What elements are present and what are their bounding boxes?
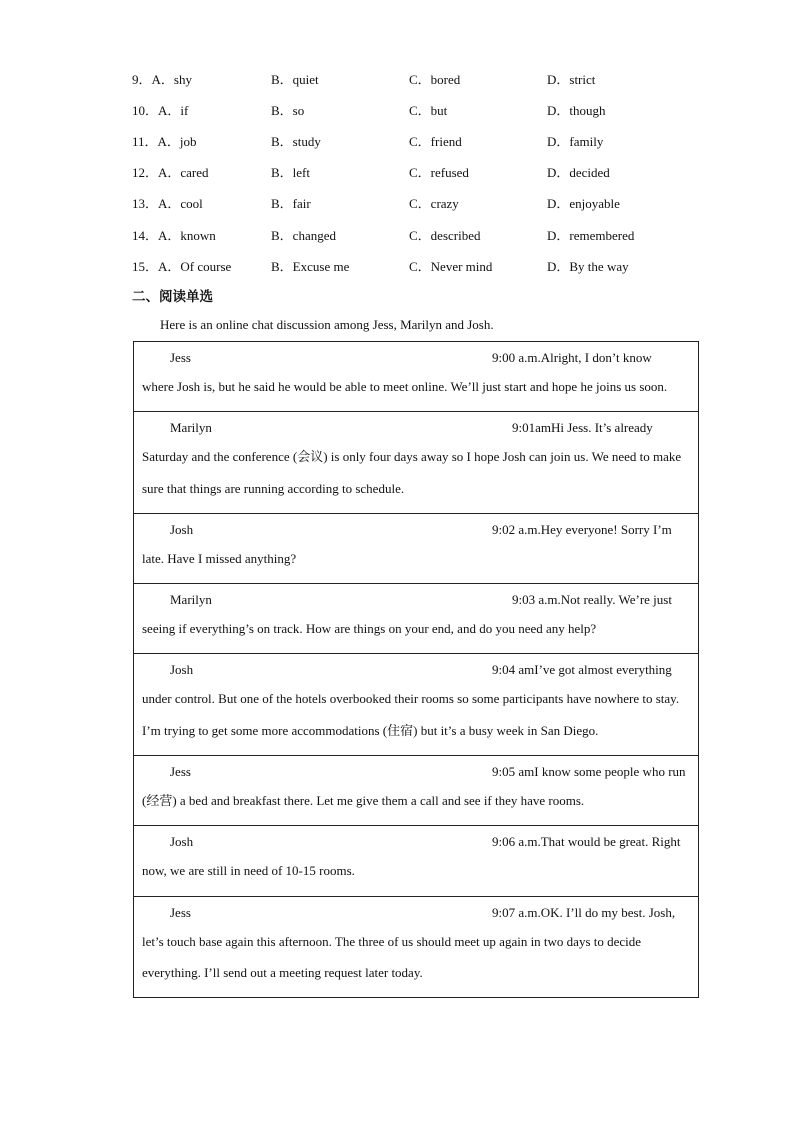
option-d: D．enjoyable <box>547 196 620 211</box>
option-c: C．friend <box>409 134 462 149</box>
question-number: 12．A． <box>132 165 181 180</box>
option-d: D．family <box>547 134 604 149</box>
message-text: (经营) a bed and breakfast there. Let me give them a call and see if they have rooms. <box>142 793 585 809</box>
message-text: Saturday and the conference (会议) is only four days away so I hope Josh can join us. We need to make sure that things are running according to schedule. <box>142 449 682 496</box>
option-b: B．so <box>271 103 305 118</box>
question-number: 13．A． <box>132 196 181 211</box>
option-d: D．By the way <box>547 259 629 274</box>
option-row <box>0 162 794 182</box>
intro-text: Here is an online chat discussion among Jess, Marilyn and Josh. <box>160 317 494 332</box>
option-a <box>132 131 197 150</box>
option-b: B．Excuse me <box>271 259 350 274</box>
question-number: 11．A． <box>132 134 180 149</box>
question-number: 14．A． <box>132 228 181 243</box>
message-time-and-start: 9:00 a.m.Alright, I don’t know <box>492 350 652 365</box>
message-time-and-start: 9:02 a.m.Hey everyone! Sorry I’m <box>492 521 672 537</box>
option-d: D．though <box>547 103 606 118</box>
option-a <box>132 225 216 244</box>
option-b: B．changed <box>271 228 336 243</box>
message-time-and-start: 9:04 amI’ve got almost everything <box>492 662 672 678</box>
speaker-name: Marilyn <box>170 592 212 608</box>
message-time-and-start: 9:06 a.m.That would be great. Right <box>492 834 681 850</box>
option-a-text: job <box>179 134 197 149</box>
option-row <box>0 225 794 245</box>
option-d: D．strict <box>547 72 596 87</box>
chat-message <box>134 514 698 584</box>
option-a <box>132 162 209 181</box>
option-c: C．bored <box>409 72 461 87</box>
option-a-text: cared <box>180 165 209 180</box>
message-time-and-start: 9:01amHi Jess. It’s already <box>512 420 653 436</box>
option-c: C．refused <box>409 165 469 180</box>
question-number: 15．A． <box>132 259 181 274</box>
chat-message <box>134 342 698 412</box>
speaker-name: Josh <box>170 662 194 678</box>
message-text: now, we are still in need of 10-15 rooms. <box>142 863 355 879</box>
option-c: C．described <box>409 228 481 243</box>
option-row <box>0 69 794 89</box>
option-a <box>132 193 203 212</box>
option-b: B．left <box>271 165 310 180</box>
chat-message <box>134 756 698 826</box>
message-text: seeing if everything’s on track. How are things on your end, and do you need any help? <box>142 621 597 637</box>
question-number: 9．A． <box>132 72 174 87</box>
option-b: B．fair <box>271 196 311 211</box>
option-a <box>132 69 192 88</box>
speaker-name: Jess <box>170 904 191 920</box>
option-row <box>0 256 794 276</box>
speaker-name: Jess <box>170 764 191 780</box>
chat-table <box>133 341 699 998</box>
option-a-text: Of course <box>180 259 232 274</box>
option-a-text: cool <box>180 196 203 211</box>
option-b: B．study <box>271 134 321 149</box>
option-b: B．quiet <box>271 72 319 87</box>
option-a <box>132 256 231 275</box>
chat-message <box>134 654 698 756</box>
speaker-name: Jess <box>170 350 191 365</box>
chat-message <box>134 826 698 896</box>
message-text: late. Have I missed anything? <box>142 550 297 566</box>
option-a <box>132 100 188 119</box>
chat-message <box>134 897 698 999</box>
speaker-name: Marilyn <box>170 420 212 436</box>
option-c: C．Never mind <box>409 259 493 274</box>
message-text: where Josh is, but he said he would be able to meet online. We’ll just start and hope he joins us soon. <box>142 379 668 394</box>
option-row <box>0 193 794 213</box>
option-row <box>0 100 794 120</box>
message-time-and-start: 9:05 amI know some people who run <box>492 764 686 780</box>
section-title: 二、阅读单选 <box>132 289 213 305</box>
option-row <box>0 131 794 151</box>
chat-message <box>134 412 698 514</box>
speaker-name: Josh <box>170 521 194 537</box>
message-time-and-start: 9:07 a.m.OK. I’ll do my best. Josh, <box>492 904 676 920</box>
option-c: C．but <box>409 103 448 118</box>
message-time-and-start: 9:03 a.m.Not really. We’re just <box>512 592 672 608</box>
message-text: under control. But one of the hotels overbooked their rooms so some participants have nowhere to stay. I’m trying to get some more accommodations (住宿) but it’s a busy week in San Diego. <box>142 691 680 738</box>
option-d: D．decided <box>547 165 610 180</box>
option-a-text: shy <box>173 72 192 87</box>
speaker-name: Josh <box>170 834 194 850</box>
option-a-text: if <box>180 103 189 118</box>
chat-message <box>134 584 698 654</box>
option-d: D．remembered <box>547 228 635 243</box>
option-c: C．crazy <box>409 196 459 211</box>
question-number: 10．A． <box>132 103 181 118</box>
message-text: let’s touch base again this afternoon. The three of us should meet up again in two days to decide everything. I’ll send out a meeting request later today. <box>142 933 642 980</box>
option-a-text: known <box>180 228 216 243</box>
